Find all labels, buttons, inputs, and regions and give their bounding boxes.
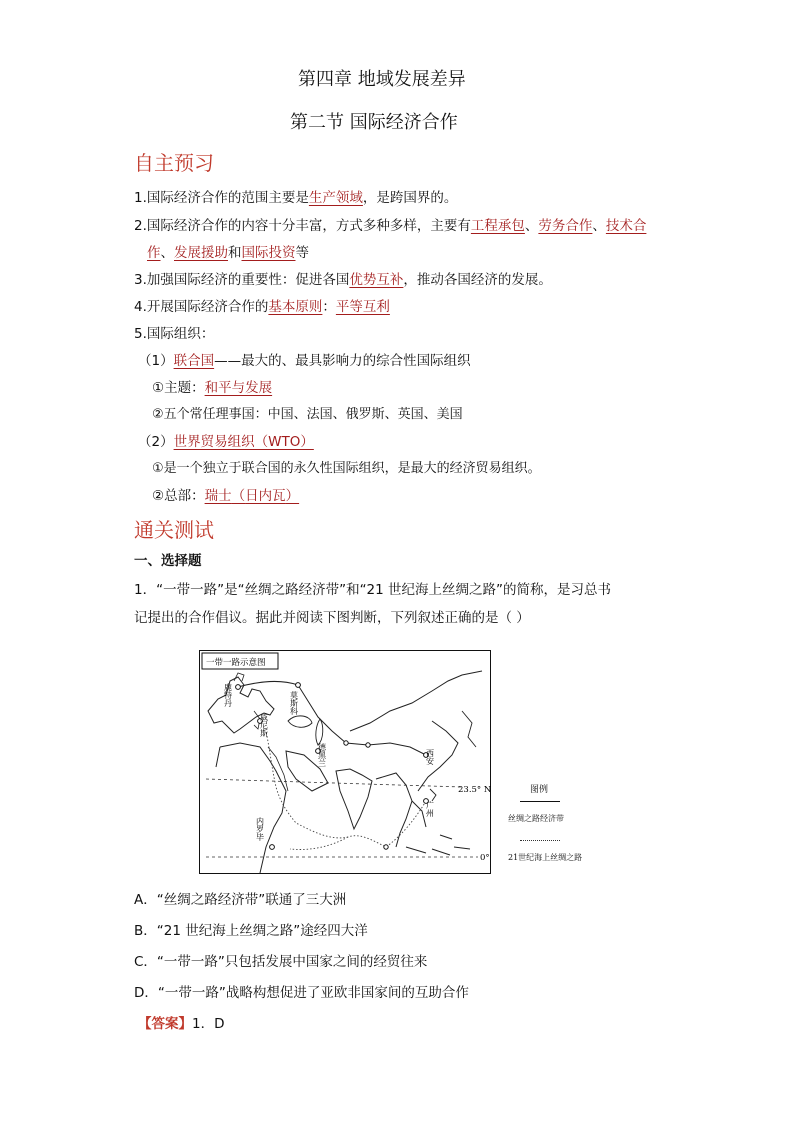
org1-desc: ——最大的、最具影响力的综合性国际组织: [214, 353, 471, 369]
legend-solid-line: [520, 801, 560, 802]
org1-name: 联合国: [173, 353, 215, 369]
label-nairobi: 内罗毕: [255, 817, 265, 841]
answer-value: 1．D: [192, 1016, 225, 1032]
route-dot: [344, 741, 348, 745]
legend-dotted-line: [520, 840, 560, 841]
org1-line: [138, 351, 471, 371]
label-tropic: 23.5° N: [458, 785, 492, 795]
preview-heading: 自主预习: [134, 151, 214, 175]
preview-q3: [134, 270, 552, 290]
preview-q2-line2: [147, 243, 309, 263]
india-outline: [336, 769, 372, 829]
red-sea: [268, 747, 288, 791]
q2-sep: 、: [592, 218, 606, 234]
route-dot: [384, 845, 388, 849]
q3-answer: 优势互补: [349, 272, 404, 288]
label-xian: 西安: [425, 749, 435, 765]
option-c: C．“一带一路”只包括发展中国家之间的经贸往来: [134, 954, 428, 970]
q1-answer: 生产领域: [308, 190, 363, 206]
org2-number: （2）: [138, 434, 174, 450]
q3-text: 3.加强国际经济的重要性：促进各国: [134, 272, 350, 288]
org1-number: （1）: [138, 353, 174, 369]
legend-belt: 丝绸之路经济带: [508, 814, 564, 823]
africa-outline: [216, 743, 286, 873]
moscow-dot: [296, 683, 301, 688]
preview-q4: [134, 297, 390, 317]
q2-and: 和: [228, 245, 242, 261]
indonesia-islands: [406, 835, 470, 855]
answer-label: 【答案】: [138, 1016, 192, 1032]
preview-q5: 5.国际组织：: [134, 326, 215, 342]
org2-name: 世界贸易组织（WTO）: [173, 434, 314, 450]
label-tehran: 德黑兰: [317, 743, 327, 767]
rotterdam-dot: [236, 685, 241, 690]
label-equator: 0°: [480, 853, 490, 863]
question-line-2: 记提出的合作倡议。据此并阅读下图判断，下列叙述正确的是（ ）: [134, 610, 530, 626]
q4-colon: ：: [322, 299, 336, 315]
org1-theme-label: ①主题：: [152, 380, 205, 396]
black-sea: [288, 716, 312, 727]
china-coast: [350, 671, 482, 791]
q2-answer-3b: 作: [147, 245, 161, 261]
se-asia-outline: [376, 773, 426, 847]
caspian-sea: [316, 719, 323, 745]
option-b: B．“21 世纪海上丝绸之路”途经四大洋: [134, 923, 368, 939]
org2-hq: [152, 486, 299, 506]
maritime-route-africa: [290, 837, 348, 850]
label-venice: 威尼斯: [259, 713, 269, 737]
q4-text: 4.开展国际经济合作的: [134, 299, 269, 315]
label-moscow: 莫斯科: [289, 691, 299, 715]
q2-answer-3a: 技术合: [605, 218, 647, 234]
chapter-title: 第四章 地域发展差异: [298, 69, 466, 90]
nairobi-dot: [270, 845, 275, 850]
section-title: 第二节 国际经济合作: [290, 112, 458, 133]
q4-answer-1: 基本原则: [268, 299, 323, 315]
q2-sep: 、: [524, 218, 539, 234]
org2-hq-paren: ）: [285, 488, 300, 504]
britain-outline: [234, 673, 244, 681]
q1-text-end: ，是跨国界的。: [362, 190, 458, 206]
map-title: 一带一路示意图: [206, 658, 266, 668]
belt-road-map: [199, 650, 491, 874]
option-d: D．“一带一路”战略构想促进了亚欧非国家间的互助合作: [134, 985, 469, 1001]
answer-line: [138, 1014, 224, 1034]
question-line-1: 1．“一带一路”是“丝绸之路经济带”和“21 世纪海上丝绸之路”的简称，是习总书: [134, 582, 612, 598]
japan-korea: [462, 711, 476, 747]
q4-answer-2: 平等互利: [335, 299, 390, 315]
preview-q1: [134, 188, 457, 208]
q2-answer-4: 发展援助: [174, 245, 228, 261]
q2-text: 2.国际经济合作的内容十分丰富，方式多种多样，主要有: [134, 218, 471, 234]
q2-answer-5: 国际投资: [241, 245, 296, 261]
test-subheading: 一、选择题: [134, 553, 202, 569]
map-svg: [200, 651, 492, 875]
q1-text: 1.国际经济合作的范围主要是: [134, 190, 309, 206]
org2-desc: ①是一个独立于联合国的永久性国际组织，是最大的经济贸易组织。: [152, 461, 541, 476]
q2-sep: 、: [160, 245, 174, 261]
label-guangzhou: 广州: [425, 801, 435, 817]
q3-text-end: ，推动各国经济的发展。: [403, 272, 552, 288]
q2-answer-2: 劳务合作: [538, 218, 593, 234]
q2-answer-1: 工程承包: [470, 218, 525, 234]
test-heading: 通关测试: [134, 518, 214, 542]
org2-hq-label: ②总部：: [152, 488, 205, 504]
q2-text-end: 等: [295, 245, 309, 261]
org2-hq-paren: （: [231, 488, 246, 504]
legend-maritime: 21世纪海上丝绸之路: [508, 853, 583, 862]
org2-hq-answer-2: 日内瓦: [245, 488, 286, 504]
org2-line: [138, 432, 314, 452]
legend-title: 图例: [530, 785, 549, 795]
org1-members: ②五个常任理事国：中国、法国、俄罗斯、英国、美国: [152, 407, 463, 422]
option-a: A．“丝绸之路经济带”联通了三大洲: [134, 892, 347, 908]
org1-theme: [152, 378, 272, 398]
org2-hq-answer-1: 瑞士: [204, 488, 232, 504]
org1-theme-answer: 和平与发展: [204, 380, 273, 396]
preview-q2-line1: [134, 216, 646, 236]
label-rotterdam: 鹿特丹: [223, 683, 233, 707]
taiwan-hainan: [430, 789, 436, 801]
route-dot: [366, 743, 370, 747]
